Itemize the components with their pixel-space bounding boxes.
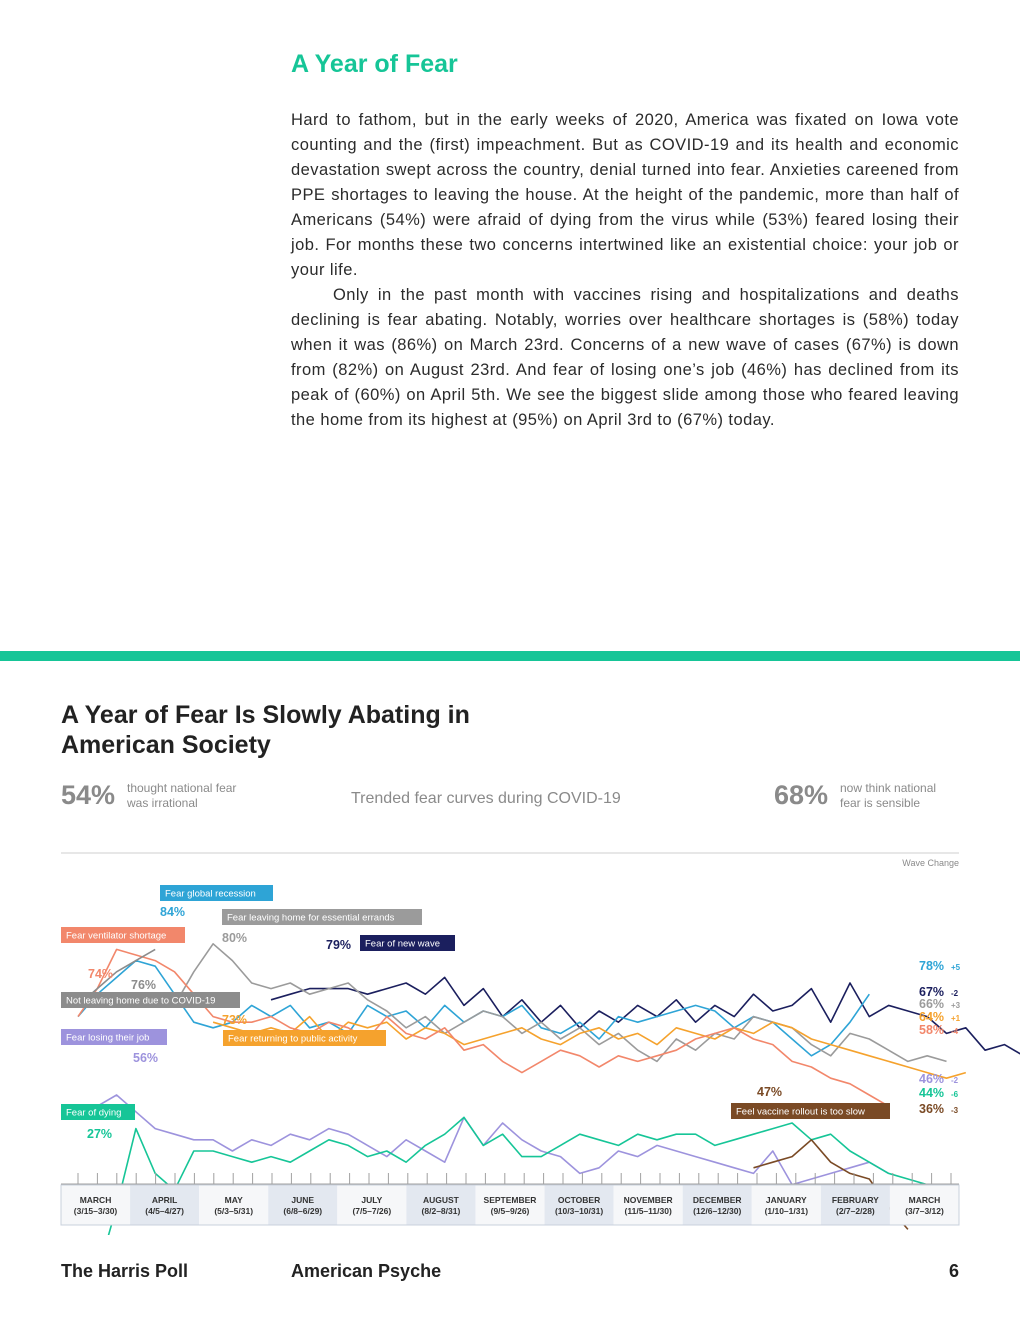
month-cell-9 bbox=[683, 1185, 752, 1225]
series-line-3 bbox=[213, 1017, 966, 1079]
month-cell-0 bbox=[61, 1185, 130, 1225]
stat-left-label: thought national fear was irrational bbox=[127, 781, 237, 810]
peak-label-0: 84% bbox=[160, 905, 186, 919]
peak-label-5: 73% bbox=[222, 1013, 248, 1027]
series-tag-6: Fear returning to public activity bbox=[228, 1033, 358, 1045]
month-range-0: (3/15–3/30) bbox=[73, 1206, 118, 1216]
wave-change-label: Wave Change bbox=[902, 858, 959, 868]
end-label-3: 66% bbox=[919, 997, 945, 1011]
end-label-4: 64% bbox=[919, 1010, 945, 1024]
month-cell-2 bbox=[199, 1185, 268, 1225]
stat-left-value: 54% bbox=[61, 780, 116, 810]
series-tag-8: Feel vaccine rollout is too slow bbox=[736, 1106, 865, 1118]
series-tag-3: Fear ventilator shortage bbox=[66, 930, 167, 942]
month-cell-11 bbox=[821, 1185, 890, 1225]
footer-brand: The Harris Poll bbox=[61, 1261, 189, 1281]
month-range-12: (3/7–3/12) bbox=[905, 1206, 944, 1216]
month-name-7: OCTOBER bbox=[557, 1195, 601, 1205]
peak-label-2: 79% bbox=[326, 938, 352, 952]
section-divider bbox=[0, 651, 1020, 661]
month-name-9: DECEMBER bbox=[692, 1195, 742, 1205]
month-name-6: SEPTEMBER bbox=[483, 1195, 537, 1205]
end-label-7: 36% bbox=[919, 1102, 945, 1116]
month-cell-12 bbox=[890, 1185, 959, 1225]
series-tag-7: Fear of dying bbox=[66, 1107, 122, 1119]
peak-label-6: 56% bbox=[133, 1051, 159, 1065]
peak-label-1: 80% bbox=[222, 931, 248, 945]
series-tag-1: Fear leaving home for essential errands bbox=[227, 912, 395, 924]
month-range-8: (11/5–11/30) bbox=[624, 1206, 672, 1216]
month-range-11: (2/7–2/28) bbox=[836, 1206, 875, 1216]
peak-label-7: 27% bbox=[87, 1127, 113, 1141]
stat-right-label: now think national fear is sensible bbox=[840, 781, 937, 810]
page-number: 6 bbox=[948, 1261, 959, 1281]
month-range-2: (5/3–5/31) bbox=[214, 1206, 254, 1216]
page-title: A Year of Fear bbox=[291, 50, 458, 78]
end-label-5: 46% bbox=[919, 1072, 945, 1086]
series-tag-2: Fear of new wave bbox=[365, 938, 440, 950]
body-text bbox=[291, 108, 959, 433]
wave-change-6: -6 bbox=[951, 1090, 959, 1099]
paragraph-2: Only in the past month with vaccines rising and hospitalizations and deaths declining is fear abating. Notably, worries over healthcare shortages is (58%) today when it was (86%) on March 23rd. Concerns of a new wave of cases (67%) is down from (82%) on August 23rd. And fear of losing one’s job (46%) has declined from its peak of (60%) on April 5th. We see the biggest slide among those who feared leaving the home from its highest at (95%) on April 3rd to (67%) today. bbox=[291, 286, 959, 429]
month-range-7: (10/3–10/31) bbox=[554, 1206, 604, 1216]
peak-label-4: 76% bbox=[131, 978, 157, 992]
month-cell-4 bbox=[337, 1185, 406, 1225]
month-name-2: MAY bbox=[224, 1195, 243, 1205]
month-range-6: (9/5–9/26) bbox=[490, 1206, 530, 1216]
month-name-1: APRIL bbox=[151, 1195, 178, 1205]
series-tag-5: Fear losing their job bbox=[66, 1032, 150, 1044]
month-cell-6 bbox=[475, 1185, 544, 1225]
series-line-4 bbox=[78, 949, 889, 1106]
month-range-3: (6/8–6/29) bbox=[283, 1206, 323, 1216]
wave-change-7: -3 bbox=[951, 1106, 959, 1115]
month-cell-1 bbox=[130, 1185, 199, 1225]
month-cell-3 bbox=[268, 1185, 337, 1225]
month-cell-7 bbox=[545, 1185, 614, 1225]
peak-label-8: 47% bbox=[757, 1085, 783, 1099]
month-range-1: (4/5–4/27) bbox=[145, 1206, 184, 1216]
end-label-0: 78% bbox=[919, 959, 945, 973]
wave-change-4: +1 bbox=[951, 1014, 961, 1023]
peak-label-3: 74% bbox=[88, 967, 114, 981]
month-name-8: NOVEMBER bbox=[623, 1195, 673, 1205]
series-tag-0: Fear global recession bbox=[165, 888, 256, 900]
wave-change-2: -2 bbox=[951, 989, 959, 998]
stat-right-value: 68% bbox=[774, 780, 829, 810]
series-tag-4: Not leaving home due to COVID-19 bbox=[66, 995, 216, 1007]
chart-subtitle: Trended fear curves during COVID-19 bbox=[351, 790, 621, 807]
month-range-9: (12/6–12/30) bbox=[693, 1206, 742, 1216]
fear-trend-chart bbox=[0, 840, 1020, 1235]
month-cell-10 bbox=[752, 1185, 821, 1225]
month-name-12: MARCH bbox=[908, 1195, 941, 1205]
end-label-2: 67% bbox=[919, 985, 945, 999]
wave-change-3: +3 bbox=[951, 1001, 961, 1010]
month-range-5: (8/2–8/31) bbox=[421, 1206, 461, 1216]
paragraph-1: Hard to fathom, but in the early weeks of 2020, America was fixated on Iowa vote counting and the (first) impeachment. But as COVID-19 and its health and economic devastation swept across the country, denial turned into fear. Anxieties careened from PPE shortages to leaving the house. At the height of the pandemic, more than half of Americans (54%) were afraid of dying from the virus while (53%) feared losing their job. For months these two concerns intertwined like an existential choice: your job or your life. bbox=[291, 111, 959, 279]
month-name-4: JULY bbox=[361, 1195, 383, 1205]
month-range-10: (1/10–1/31) bbox=[764, 1206, 809, 1216]
month-cell-8 bbox=[614, 1185, 683, 1225]
wave-change-5: -2 bbox=[951, 1076, 959, 1085]
month-name-0: MARCH bbox=[79, 1195, 112, 1205]
month-cell-5 bbox=[406, 1185, 475, 1225]
month-name-5: AUGUST bbox=[422, 1195, 459, 1205]
month-range-4: (7/5–7/26) bbox=[352, 1206, 392, 1216]
infographic-title: A Year of Fear Is Slowly Abating in American Society bbox=[61, 701, 470, 759]
end-label-6: 44% bbox=[919, 1086, 945, 1100]
footer-publication: American Psyche bbox=[291, 1261, 442, 1281]
end-label-1: 58% bbox=[919, 1023, 945, 1037]
month-name-10: JANUARY bbox=[765, 1195, 807, 1205]
month-name-11: FEBRUARY bbox=[831, 1195, 879, 1205]
wave-change-1: -4 bbox=[951, 1027, 959, 1036]
month-name-3: JUNE bbox=[291, 1195, 315, 1205]
wave-change-0: +5 bbox=[951, 963, 961, 972]
